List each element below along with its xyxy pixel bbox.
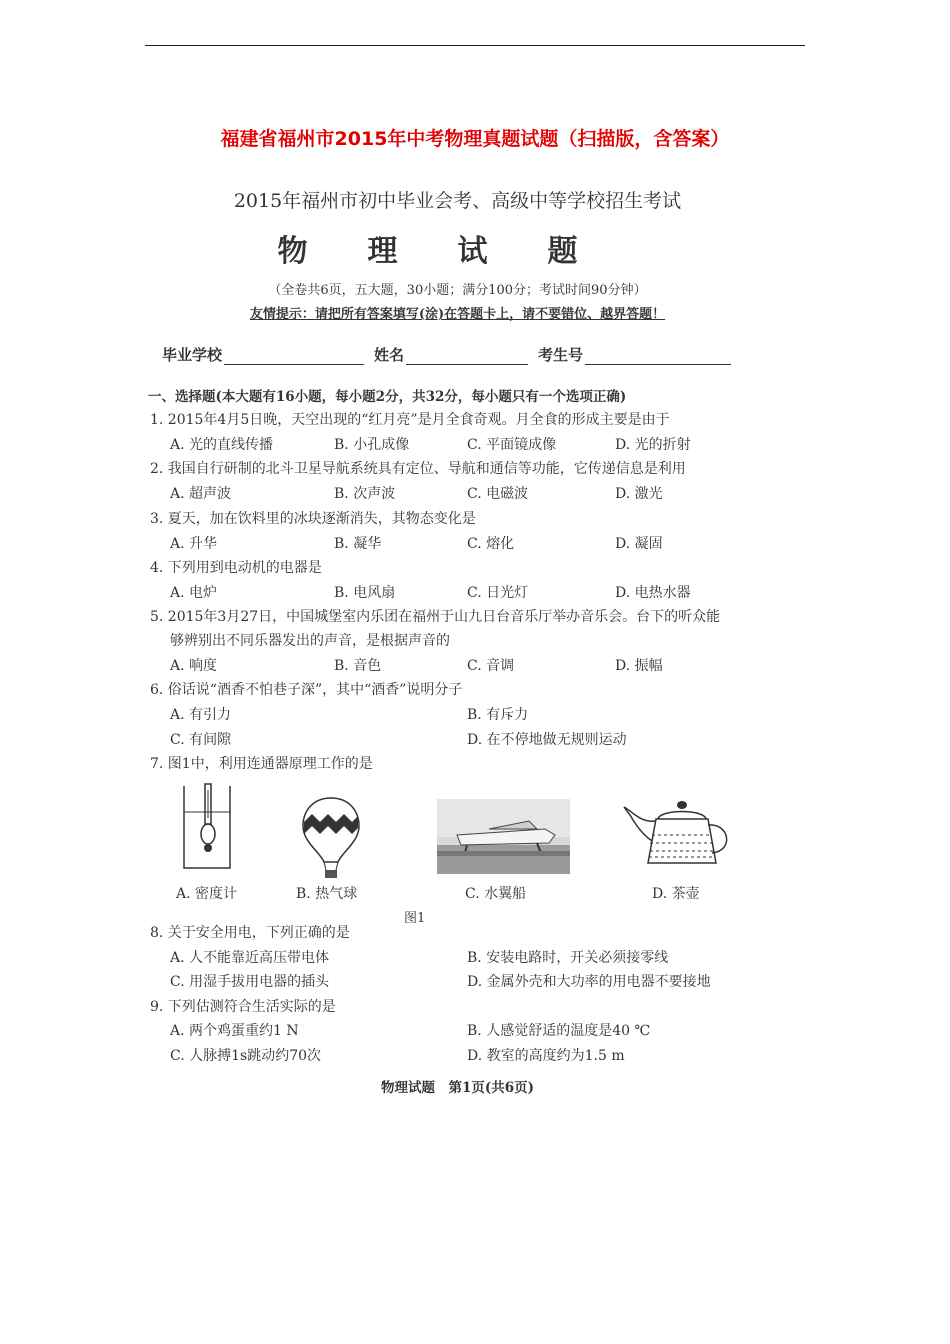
q5-option-c: C. 音调 xyxy=(467,658,515,674)
question-5-cont: 够辨别出不同乐器发出的声音，是根据声音的 xyxy=(170,633,450,649)
exam-info: （全卷共6页，五大题，30小题；满分100分；考试时间90分钟） xyxy=(268,283,647,298)
q4-option-b: B. 电风扇 xyxy=(334,585,396,601)
question-6: 6. 俗话说“酒香不怕巷子深”，其中“酒香”说明分子 xyxy=(150,682,463,698)
q4-option-a: A. 电炉 xyxy=(170,585,218,601)
q8-option-c: C. 用湿手拔用电器的插头 xyxy=(170,974,330,990)
figure-label-b: B. 热气球 xyxy=(296,886,358,902)
q2-option-b: B. 次声波 xyxy=(334,486,396,502)
q4-option-d: D. 电热水器 xyxy=(615,585,691,601)
q3-option-b: B. 凝华 xyxy=(334,536,382,552)
document-title: 福建省福州市2015年中考物理真题试题（扫描版，含答案） xyxy=(220,128,730,150)
question-5: 5. 2015年3月27日，中国城堡室内乐团在福州于山九日台音乐厅举办音乐会。台下的听众能 xyxy=(150,609,721,625)
exam-title: 2015年福州市初中毕业会考、高级中等学校招生考试 xyxy=(233,190,682,212)
q3-option-a: A. 升华 xyxy=(170,536,218,552)
q9-option-a: A. 两个鸡蛋重约1 N xyxy=(170,1023,299,1039)
section-heading: 一、选择题(本大题有16小题，每小题2分，共32分，每小题只有一个选项正确) xyxy=(148,389,627,405)
teapot-image xyxy=(620,799,744,869)
q2-option-a: A. 超声波 xyxy=(170,486,232,502)
q2-option-d: D. 激光 xyxy=(615,486,663,502)
question-7: 7. 图1中，利用连通器原理工作的是 xyxy=(150,756,373,772)
figure-label-a: A. 密度计 xyxy=(176,886,238,902)
friendly-tip: 友情提示：请把所有答案填写(涂)在答题卡上，请不要错位、越界答题！ xyxy=(249,307,666,322)
q1-option-d: D. 光的折射 xyxy=(615,437,691,453)
hot-air-balloon-image xyxy=(300,796,362,880)
question-1: 1. 2015年4月5日晚，天空出现的“红月亮”是月全食奇观。月全食的形成主要是由于 xyxy=(150,412,670,428)
hydrometer-image xyxy=(178,782,238,872)
question-3: 3. 夏天，加在饮料里的冰块逐渐消失，其物态变化是 xyxy=(150,511,476,527)
school-blank xyxy=(224,350,364,365)
figure-caption: 图1 xyxy=(404,911,426,926)
figure-label-d: D. 茶壶 xyxy=(652,886,700,902)
q6-option-b: B. 有斥力 xyxy=(467,707,529,723)
q9-option-b: B. 人感觉舒适的温度是40 ℃ xyxy=(467,1023,651,1039)
subject-title: 物理试题 xyxy=(277,234,638,269)
student-fields xyxy=(162,344,731,365)
q8-option-a: A. 人不能靠近高压带电体 xyxy=(170,950,330,966)
id-blank xyxy=(585,350,731,365)
name-field xyxy=(374,344,528,365)
q1-option-a: A. 光的直线传播 xyxy=(170,437,274,453)
hydrofoil-boat-image xyxy=(437,799,570,874)
figure-label-c: C. 水翼船 xyxy=(465,886,527,902)
q5-option-d: D. 振幅 xyxy=(615,658,663,674)
id-field xyxy=(538,344,731,365)
q6-option-a: A. 有引力 xyxy=(170,707,232,723)
page-footer: 物理试题 第1页(共6页) xyxy=(380,1080,535,1096)
question-4: 4. 下列用到电动机的电器是 xyxy=(150,560,322,576)
q9-option-c: C. 人脉搏1s跳动约70次 xyxy=(170,1048,322,1064)
q6-option-c: C. 有间隙 xyxy=(170,732,232,748)
school-label: 毕业学校 xyxy=(162,346,223,364)
q1-option-b: B. 小孔成像 xyxy=(334,437,410,453)
name-blank xyxy=(406,350,528,365)
q3-option-c: C. 熔化 xyxy=(467,536,515,552)
q3-option-d: D. 凝固 xyxy=(615,536,663,552)
q4-option-c: C. 日光灯 xyxy=(467,585,529,601)
q2-option-c: C. 电磁波 xyxy=(467,486,529,502)
q8-option-d: D. 金属外壳和大功率的用电器不要接地 xyxy=(467,974,711,990)
question-8: 8. 关于安全用电，下列正确的是 xyxy=(150,925,350,941)
q6-option-d: D. 在不停地做无规则运动 xyxy=(467,732,627,748)
top-rule xyxy=(145,45,805,46)
question-9: 9. 下列估测符合生活实际的是 xyxy=(150,999,336,1015)
q9-option-d: D. 教室的高度约为1.5 m xyxy=(467,1048,625,1064)
q5-option-b: B. 音色 xyxy=(334,658,382,674)
q1-option-c: C. 平面镜成像 xyxy=(467,437,557,453)
id-label: 考生号 xyxy=(538,346,584,364)
school-field xyxy=(162,344,364,365)
q5-option-a: A. 响度 xyxy=(170,658,218,674)
question-2: 2. 我国自行研制的北斗卫星导航系统具有定位、导航和通信等功能，它传递信息是利用 xyxy=(150,461,686,477)
q8-option-b: B. 安装电路时，开关必须接零线 xyxy=(467,950,669,966)
name-label: 姓名 xyxy=(374,346,405,364)
